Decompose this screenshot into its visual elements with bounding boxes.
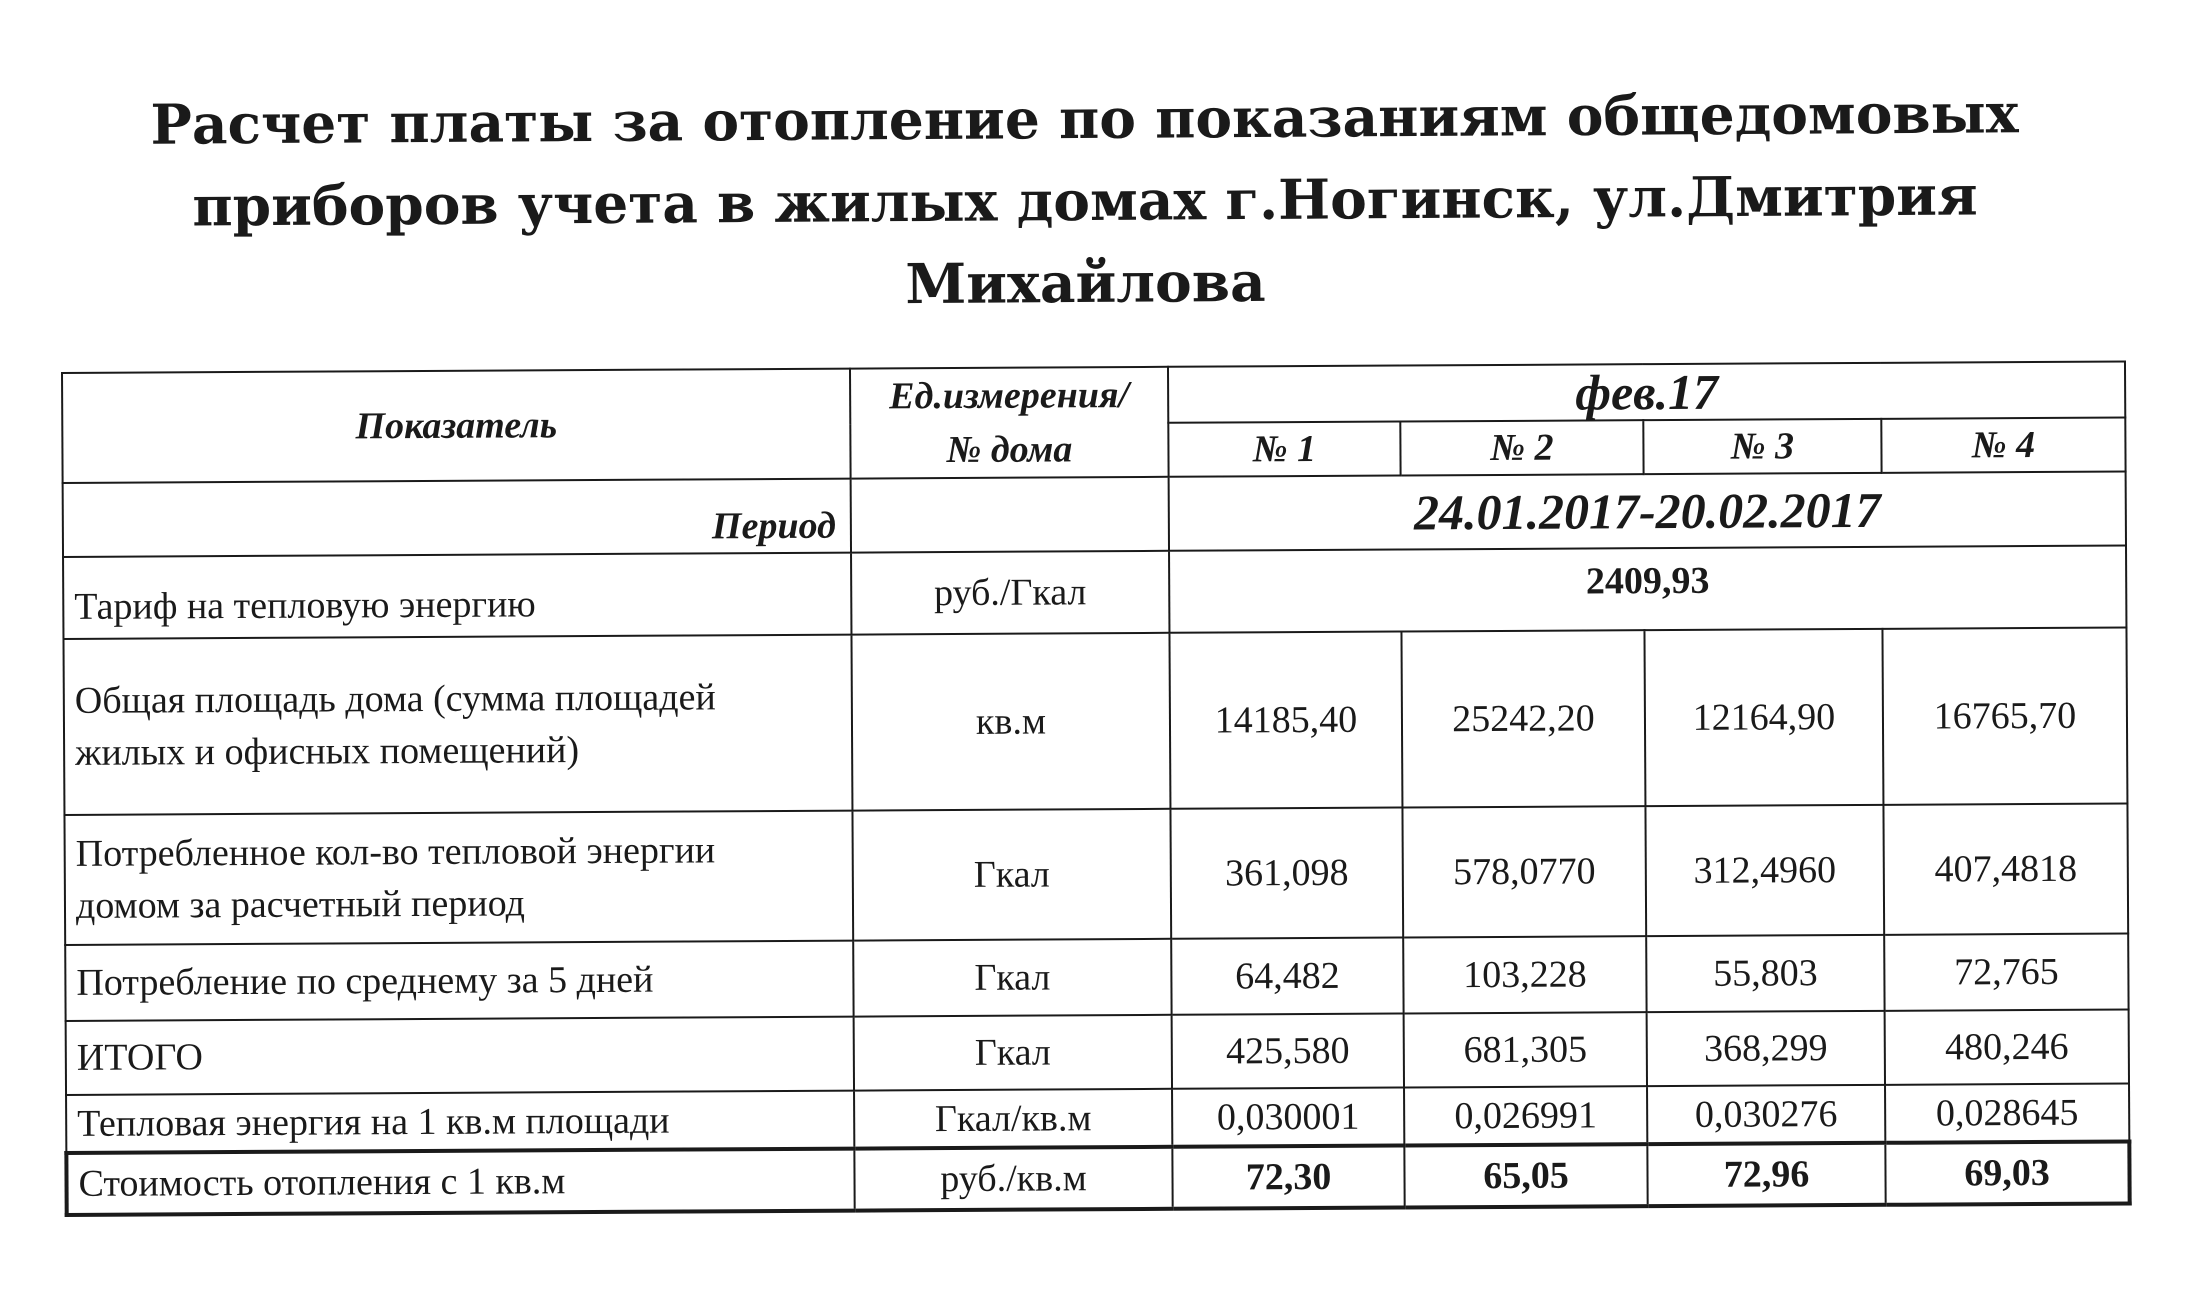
table-row-average (65, 933, 2128, 1021)
tariff-unit: руб./Гкал (851, 551, 1169, 635)
row-value-house-2: 25242,20 (1401, 630, 1645, 807)
header-house-1: № 1 (1168, 422, 1400, 477)
tariff-row (63, 545, 2126, 639)
row-value-house-1: 14185,40 (1169, 632, 1402, 809)
header-house-4: № 4 (1881, 417, 2125, 472)
heating-calculation-table (60, 360, 2132, 1217)
row-name-line-2: жилых и офисных помещений) (75, 729, 580, 774)
document-title (119, 72, 2050, 330)
tariff-name: Тариф на тепловую энергию (63, 553, 851, 639)
header-month: фев.17 (1168, 361, 2125, 422)
row-value-house-2: 103,228 (1403, 936, 1646, 1013)
row-value-house-3: 0,030276 (1647, 1085, 1885, 1144)
cost-value-house-1: 72,30 (1172, 1146, 1404, 1209)
period-label: Период (63, 479, 851, 557)
header-house-2: № 2 (1400, 420, 1643, 475)
table-row-area (63, 627, 2127, 815)
header-house-3: № 3 (1643, 419, 1881, 474)
row-value-house-2: 681,305 (1404, 1012, 1647, 1087)
row-value-house-3: 312,4960 (1645, 805, 1884, 936)
row-unit: Гкал (854, 1015, 1172, 1091)
period-value: 24.01.2017-20.02.2017 (1169, 471, 2126, 550)
heating-calculation-table-container (60, 360, 2132, 1217)
title-line-2: приборов учета в жилых домах г.Ногинск, ул.Дмитрия (192, 162, 1978, 239)
table-row-consumed (64, 803, 2128, 945)
cost-value-house-2: 65,05 (1404, 1144, 1647, 1207)
title-line-3: Михайлова (905, 248, 1266, 317)
table-row-cost (66, 1141, 2129, 1215)
row-unit: Гкал/кв.м (854, 1089, 1172, 1149)
cost-name: Стоимость отопления с 1 кв.м (66, 1149, 854, 1215)
row-name: ИТОГО (66, 1017, 854, 1095)
header-unit (850, 367, 1169, 479)
row-name (64, 811, 853, 945)
cost-value-house-3: 72,96 (1647, 1143, 1885, 1206)
period-row (63, 471, 2126, 557)
title-line-1: Расчет платы за отопление по показаниям общедомовых (150, 80, 2019, 157)
row-unit: Гкал (853, 939, 1171, 1017)
row-value-house-2: 578,0770 (1402, 806, 1646, 937)
row-value-house-4: 72,765 (1884, 933, 2128, 1010)
row-value-house-2: 0,026991 (1404, 1086, 1647, 1145)
row-value-house-1: 64,482 (1171, 938, 1403, 1015)
cost-value-house-4: 69,03 (1885, 1141, 2129, 1204)
row-value-house-3: 55,803 (1646, 935, 1884, 1012)
row-name-line-1: Общая площадь дома (сумма площадей (74, 676, 716, 722)
row-value-house-4: 407,4818 (1883, 803, 2128, 934)
row-value-house-4: 0,028645 (1885, 1083, 2129, 1142)
row-name: Потребление по среднему за 5 дней (65, 941, 853, 1021)
header-indicator: Показатель (62, 369, 851, 483)
row-unit: кв.м (851, 633, 1170, 811)
row-value-house-3: 368,299 (1647, 1011, 1885, 1086)
row-value-house-4: 16765,70 (1882, 627, 2127, 804)
row-name-line-2: домом за расчетный период (75, 882, 525, 927)
row-name: Тепловая энергия на 1 кв.м площади (66, 1091, 854, 1153)
header-unit-line-2: № дома (946, 428, 1073, 472)
table-row-total (66, 1009, 2129, 1095)
row-name-line-1: Потребленное кол-во тепловой энергии (75, 829, 716, 875)
row-value-house-1: 425,580 (1172, 1014, 1404, 1089)
row-value-house-1: 361,098 (1170, 808, 1403, 939)
cost-unit: руб./кв.м (854, 1147, 1172, 1211)
row-value-house-3: 12164,90 (1644, 629, 1883, 806)
header-unit-line-1: Ед.измерения/ (889, 374, 1130, 418)
row-name (63, 635, 852, 815)
row-value-house-1: 0,030001 (1172, 1088, 1404, 1147)
row-unit: Гкал (852, 809, 1171, 941)
period-unit-empty (851, 477, 1169, 553)
row-value-house-4: 480,246 (1885, 1009, 2129, 1084)
tariff-value: 2409,93 (1169, 545, 2126, 632)
